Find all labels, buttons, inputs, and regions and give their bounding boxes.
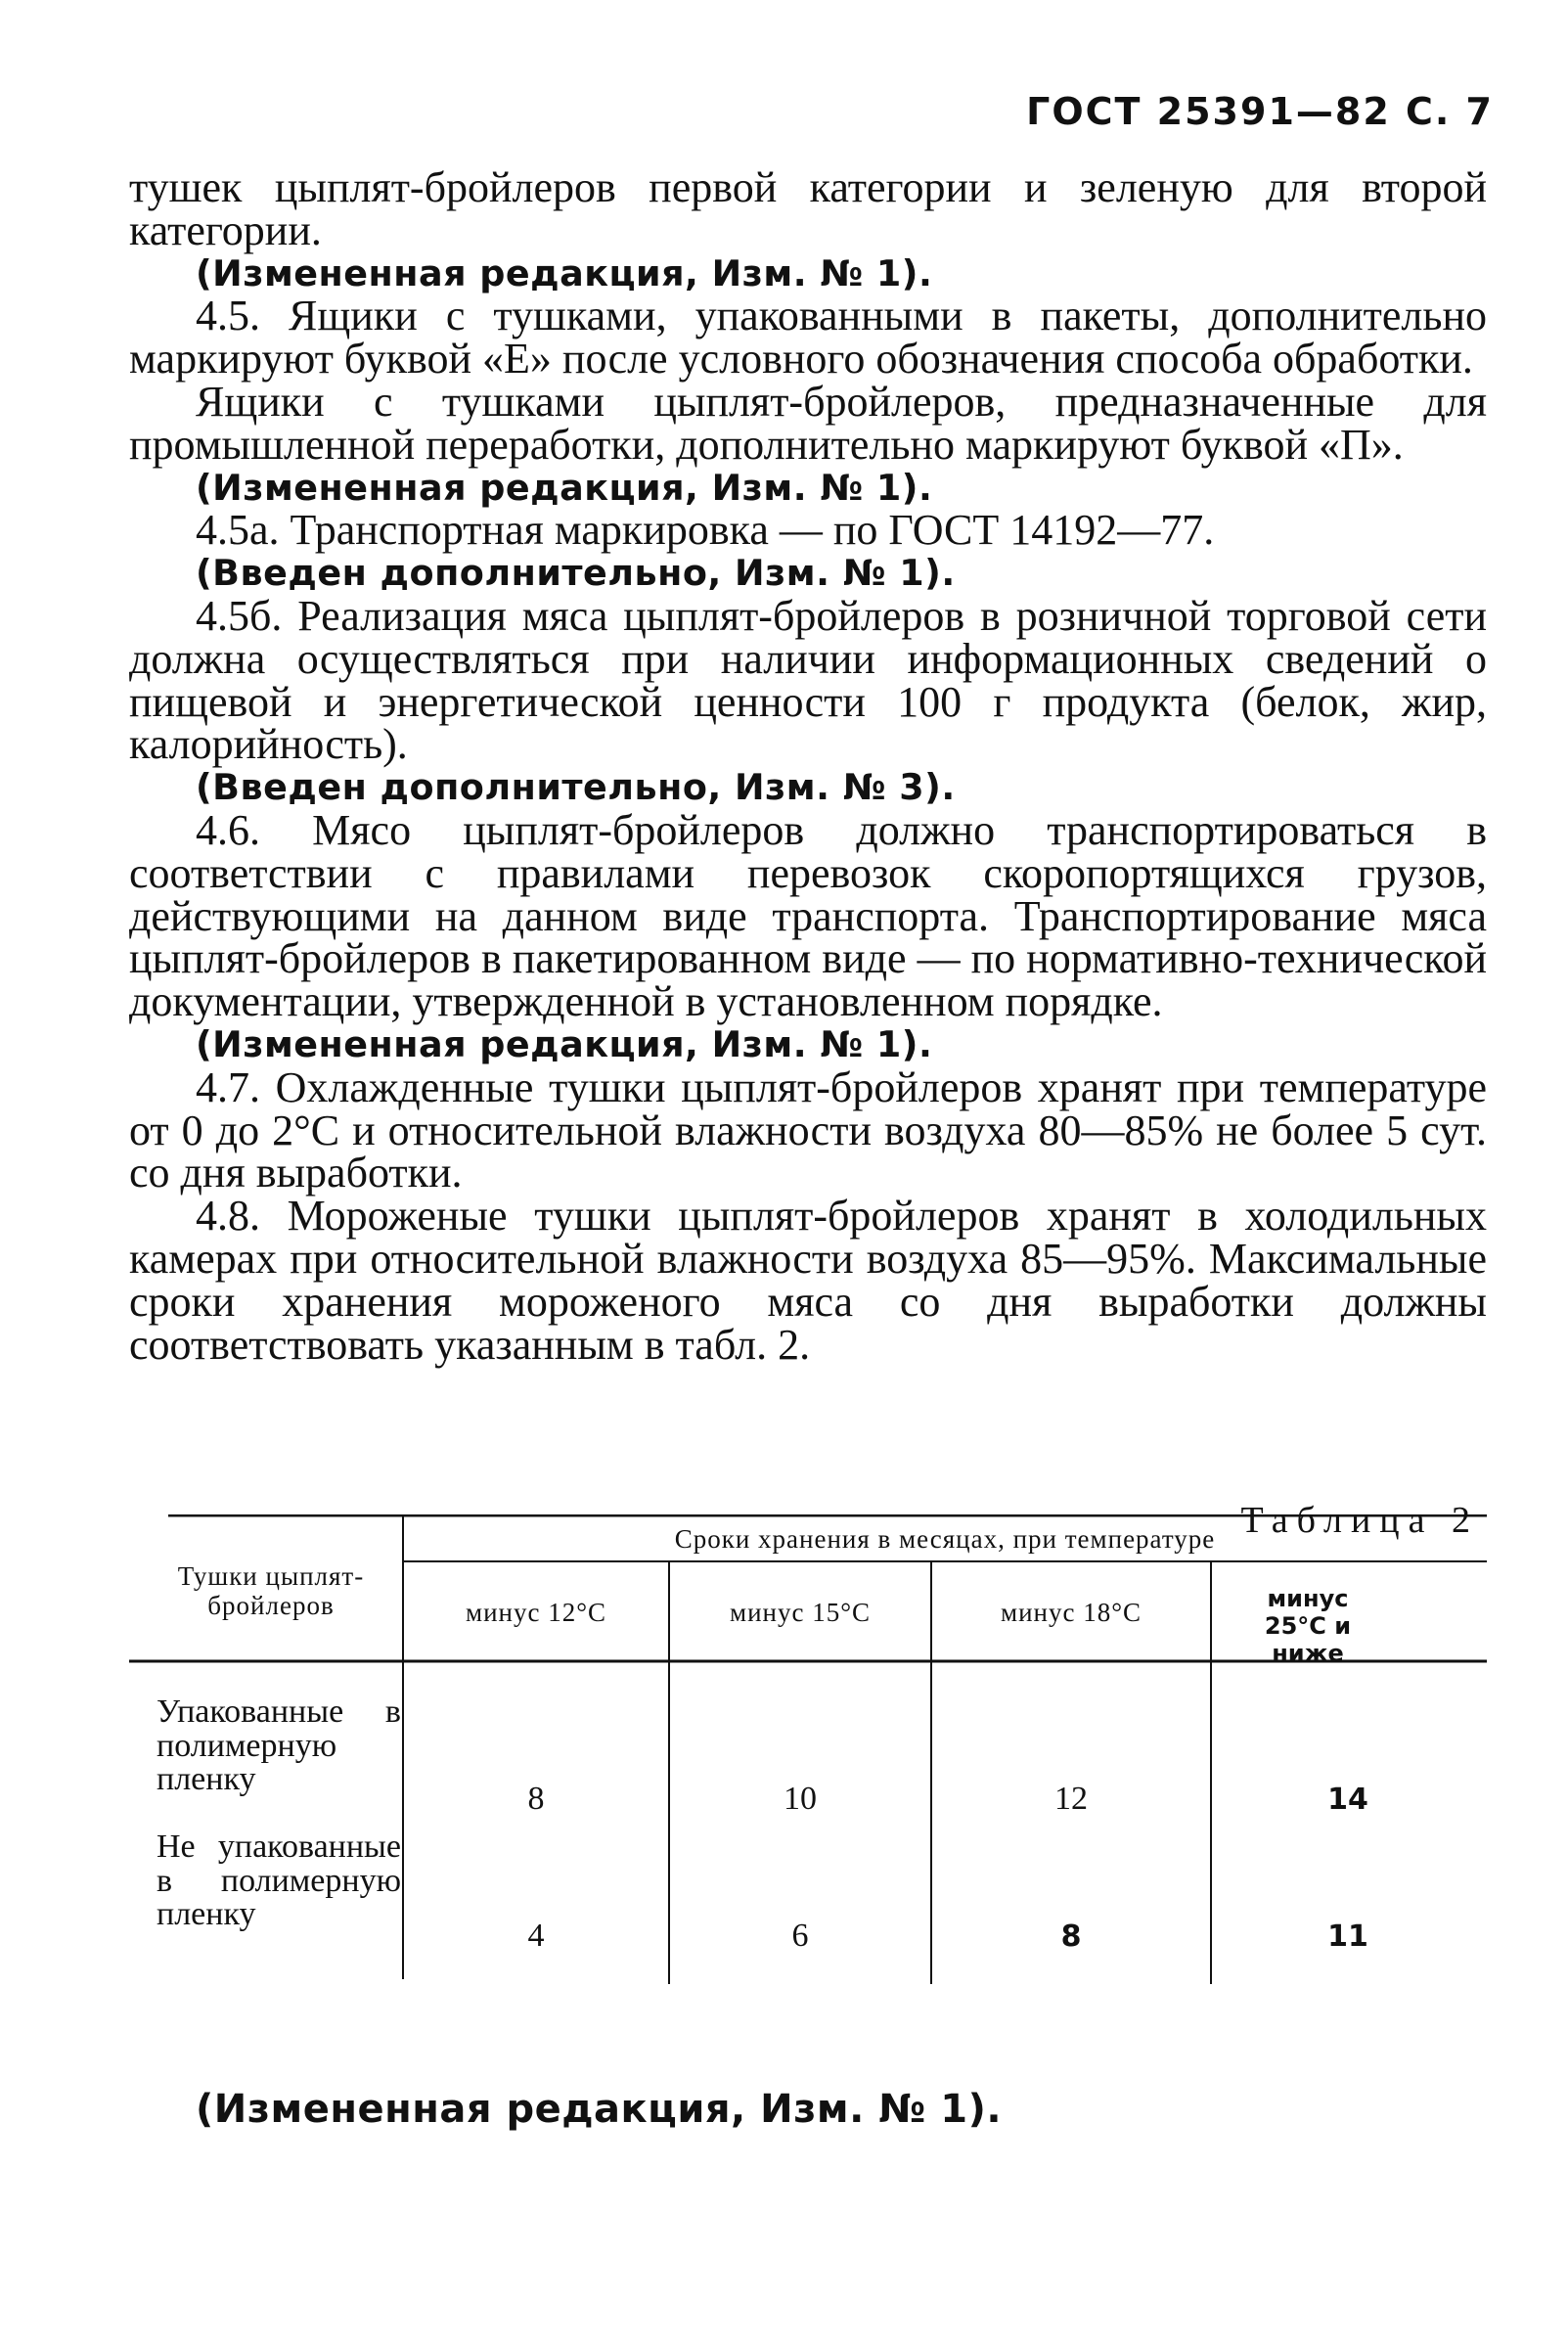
table-caption: Таблица 2 [1240,1500,1479,1541]
amendment-note: (Измененная редакция, Изм. № 1). [196,1022,933,1065]
row-label: Не упакованные в полимерную пленку [157,1829,401,1932]
page-header: ГОСТ 25391—82 С. 7 [1026,90,1494,133]
table-cell: 4 [527,1918,545,1954]
column-header: минус 12°С [465,1598,607,1627]
column-header: минус 25°С и ниже [1264,1585,1352,1667]
table-cell: 14 [1327,1783,1368,1817]
clause-4-8: 4.8. Мороженые тушки цыплят-бройлеров хранят в холодильных камерах при относительной влажности воздуха 85—95%. Максимальные сроки хранения мороженого мяса со дня выработки должны соответствовать указанным в табл. 2. [129,1192,1487,1369]
table-cell: 11 [1327,1919,1368,1954]
clause-4-5b: 4.5б. Реализация мяса цыплят-бройлеров в розничной торговой сети должна осуществляться при наличии информационных сведений о пищевой и энергетической ценности 100 г продукта (белок, жир, калорийность). [129,591,1487,769]
storage-table [129,1514,1487,1994]
clause-4-6: 4.6. Мясо цыплят-бройлеров должно транспортироваться в соответствии с правилами перевозок скоропортящихся грузов, действующими на данном виде транспорта. Транспортирование мяса цыплят-бройлеров в пакетированном виде — по нормативно-технической документации, утвержденной в установленном порядке. [129,805,1487,1026]
table-cell: 10 [784,1781,817,1817]
table-cell: 8 [1060,1919,1082,1954]
column-header: минус 18°С [1000,1598,1142,1627]
amendment-note: (Измененная редакция, Изм. № 1). [196,251,933,294]
clause-4-5: 4.5. Ящики с тушками, упакованными в пакеты, дополнительно маркируют буквой «Е» после условного обозначения способа обработки. [129,292,1487,384]
group-header-cell: Сроки хранения в месяцах, при температуре [674,1524,1216,1554]
document-body [129,163,1487,1369]
row-header-cell: Тушки цыплят-бройлеров [177,1561,365,1620]
amendment-note: (Измененная редакция, Изм. № 1). [196,466,933,509]
clause-4-5-industrial: Ящики с тушками цыплят-бройлеров, предназначенные для промышленной переработки, дополнительно маркируют буквой «П». [129,377,1487,469]
amendment-note: (Введен дополнительно, Изм. № 1). [196,552,956,595]
row-label: Упакованные в полимерную пленку [157,1693,401,1797]
final-amendment-note: (Измененная редакция, Изм. № 1). [196,2087,1003,2132]
clause-4-5a: 4.5а. Транспортная маркировка — по ГОСТ 14192—77. [196,506,1215,555]
clause-4-7: 4.7. Охлажденные тушки цыплят-бройлеров хранят при температуре от 0 до 2°С и относительной влажности воздуха 80—85% не более 5 сут. со дня выработки. [129,1062,1487,1197]
table-cell: 6 [791,1918,809,1954]
paragraph-continuation: тушек цыплят-бройлеров первой категории и зеленую для второй категории. [129,163,1487,254]
table-cell: 12 [1054,1781,1088,1817]
column-header: минус 15°С [729,1598,872,1627]
amendment-note: (Введен дополнительно, Изм. № 3). [196,766,956,809]
table-cell: 8 [527,1781,545,1817]
